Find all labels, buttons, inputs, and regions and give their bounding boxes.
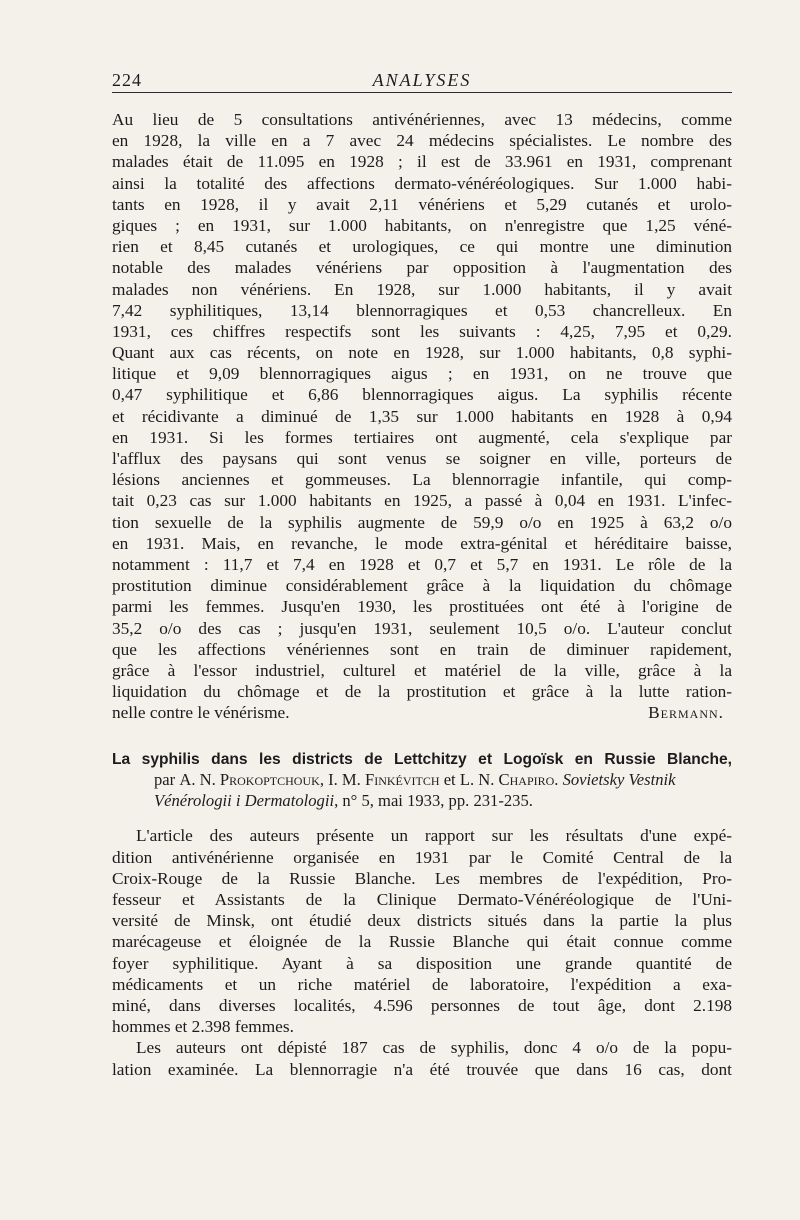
text-line: tants en 1928, il y avait 2,11 vénériens et 5,29 cutanés et urolo-: [112, 194, 732, 214]
text-line: Les auteurs ont dépisté 187 cas de syphilis, donc 4 o/o de la popu-: [136, 1038, 732, 1058]
text-line: en 1931. Mais, en revanche, le mode extra-génital et héréditaire baisse,: [112, 533, 732, 553]
text-line: que les affections vénériennes sont en train de diminuer rapidement,: [112, 639, 732, 659]
review-2-para-1-last-line: hommes et 2.398 femmes.: [112, 1017, 294, 1037]
article-authors: [112, 770, 732, 791]
text-line: malades non vénériens. En 1928, sur 1.000 habitants, il y avait: [112, 279, 732, 299]
review-1-signature: Bermann.: [648, 703, 724, 723]
text-line: ainsi la totalité des affections dermato-vénéréologiques. Sur 1.000 habi-: [112, 173, 732, 193]
text-line: rien et 8,45 cutanés et urologiques, ce qui montre une diminution: [112, 237, 732, 257]
text-line: liquidation du chômage et de la prostitution et grâce à la lutte ration-: [112, 682, 732, 702]
text-line: tait 0,23 cas sur 1.000 habitants en 1925, a passé à 0,04 en 1931. L'infec-: [112, 491, 732, 511]
text-line: 35,2 o/o des cas ; jusqu'en 1931, seulement 10,5 o/o. L'auteur conclut: [112, 618, 732, 638]
page: [112, 68, 732, 1080]
text-line: marécageuse et éloignée de la Russie Blanche qui était connue comme: [112, 932, 732, 952]
authors-prefix: par: [154, 770, 180, 790]
journal-name-2: Vénérologii i Dermatologii: [154, 790, 335, 810]
text-line: 0,47 syphilitique et 6,86 blennorragiques aigus. La syphilis récente: [112, 385, 732, 405]
text-line: malades était de 11.095 en 1928 ; il est de 33.961 en 1931, comprenant: [112, 152, 732, 172]
text-line: 1931, ces chiffres respectifs sont les suivants : 4,25, 7,95 et 0,29.: [112, 321, 732, 341]
text-line: lésions anciennes et gommeuses. La blennorragie infantile, qui comp-: [112, 470, 732, 490]
review-2-para-1-body: [112, 825, 732, 1016]
text-line: litique et 9,09 blennorragiques aigus ; en 1931, on ne trouve que: [112, 364, 732, 384]
text-line: Au lieu de 5 consultations antivénériennes, avec 13 médecins, comme: [112, 110, 732, 129]
review-2-para-2-body: [112, 1037, 732, 1079]
review-1-body: [112, 109, 732, 702]
text-line: notamment : 11,7 et 7,4 en 1928 et 0,7 et 5,7 en 1931. Le rôle de la: [112, 554, 732, 574]
text-line: 7,42 syphilitiques, 13,14 blennorragiques et 0,53 chancrelleux. En: [112, 300, 732, 320]
article-citation: [112, 791, 732, 812]
text-line: l'afflux des paysans qui sont venus se soigner en ville, porteurs de: [112, 449, 732, 468]
text-line: Quant aux cas récents, on note en 1928, sur 1.000 habitants, 0,8 syphi-: [112, 343, 732, 363]
review-1-final-line: [112, 702, 732, 723]
author-3: L. N. Chapiro: [459, 770, 555, 790]
text-line: foyer syphilitique. Ayant à sa disposition une grande quantité de: [112, 953, 732, 973]
text-line: giques ; en 1931, sur 1.000 habitants, on n'enregistre que 1,25 véné-: [112, 215, 732, 235]
page-number: 224: [112, 70, 142, 90]
journal-name-1: Sovietsky Vestnik: [562, 770, 676, 790]
text-line: lation examinée. La blennorragie n'a été trouvée que dans 16 cas, dont: [112, 1059, 732, 1079]
author-sep-1: ,: [319, 770, 329, 790]
text-line: versité de Minsk, ont étudié deux districts situés dans la partie la plus: [112, 911, 732, 931]
citation-details: , n° 5, mai 1933, pp. 231-235.: [334, 790, 533, 810]
text-line: grâce à l'essor industriel, culturel et matériel de la ville, grâce à la: [112, 660, 732, 680]
review-1: [112, 109, 732, 723]
review-1-last-line: nelle contre le vénérisme.: [112, 703, 290, 723]
text-line: et récidivante a diminué de 1,35 sur 1.000 habitants en 1928 à 0,94: [112, 406, 732, 426]
text-line: prostitution diminue considérablement grâce à la liquidation du chômage: [112, 576, 732, 596]
author-1: A. N. Prokoptchouk: [179, 770, 320, 790]
text-line: Croix-Rouge de la Russie Blanche. Les membres de l'expédition, Pro-: [112, 868, 732, 888]
review-2-para-2: [112, 1037, 732, 1079]
text-line: tion sexuelle de la syphilis augmente de 59,9 o/o en 1925 à 63,2 o/o: [112, 512, 732, 532]
text-line: en 1931. Si les formes tertiaires ont augmenté, cela s'explique par: [112, 427, 732, 447]
text-line: en 1928, la ville en a 7 avec 24 médecins spécialistes. Le nombre des: [112, 131, 732, 151]
review-2: [112, 749, 732, 1079]
text-line: fesseur et Assistants de la Clinique Dermato-Vénéréologique de l'Uni-: [112, 890, 732, 909]
text-line: L'article des auteurs présente un rapport sur les résultats d'une expé-: [136, 826, 732, 846]
running-title: ANALYSES: [372, 70, 472, 90]
running-head: [112, 68, 732, 93]
review-2-para-1: [112, 825, 732, 1037]
author-sep-2: et: [439, 770, 460, 790]
article-title: La syphilis dans les districts de Lettchitzy et Logoïsk en Russie Blanche,: [112, 751, 732, 769]
text-line: dition antivénérienne organisée en 1931 par le Comité Central de la: [112, 847, 732, 867]
author-2: I. M. Finkévitch: [328, 770, 440, 790]
text-line: médicaments et un riche matériel de laboratoire, l'expédition a exa-: [112, 974, 732, 994]
text-line: notable des malades vénériens par opposition à l'augmentation des: [112, 258, 732, 278]
text-line: miné, dans diverses localités, 4.596 personnes de tout âge, dont 2.198: [112, 995, 732, 1015]
text-line: parmi les femmes. Jusqu'en 1930, les prostituées ont été à l'origine de: [112, 597, 732, 617]
author-sep-3: .: [554, 770, 563, 790]
